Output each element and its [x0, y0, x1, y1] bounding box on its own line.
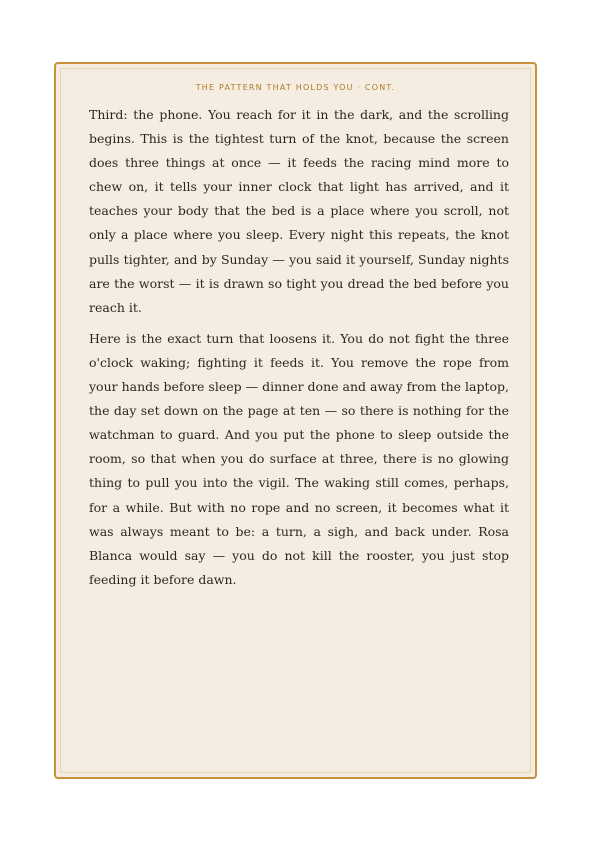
document-page: [54, 62, 537, 779]
paragraph-1: Third: the phone. You reach for it in the dark, and the scrolling begins. This is the tightest turn of the knot, because the screen does three things at once — it feeds the racing mind more to chew on, it tells your inner clock that light has arrived, and it teaches your body that the bed is a place where you scroll, not only a place where you sleep. Every night this repeats, the knot pulls tighter, and by Sunday — you said it yourself, Sunday nights are the worst — it is drawn so tight you dread the bed before you reach it.: [89, 107, 509, 315]
body-text: [89, 103, 509, 599]
paragraph-2: Here is the exact turn that loosens it. You do not fight the three o'clock waking; fighting it feeds it. You remove the rope from your hands before sleep — dinner done and away from the laptop, the day set down on the page at ten — so there is nothing for the watchman to guard. And you put the phone to sleep outside the room, so that when you do surface at three, there is no glowing thing to pull you into the vigil. The waking still comes, perhaps, for a while. But with no rope and no screen, it becomes what it was always meant to be: a turn, a sigh, and back under. Rosa Blanca would say — you do not kill the rooster, you just stop feeding it before dawn.: [89, 330, 509, 587]
running-head: THE PATTERN THAT HOLDS YOU · CONT.: [195, 83, 396, 92]
